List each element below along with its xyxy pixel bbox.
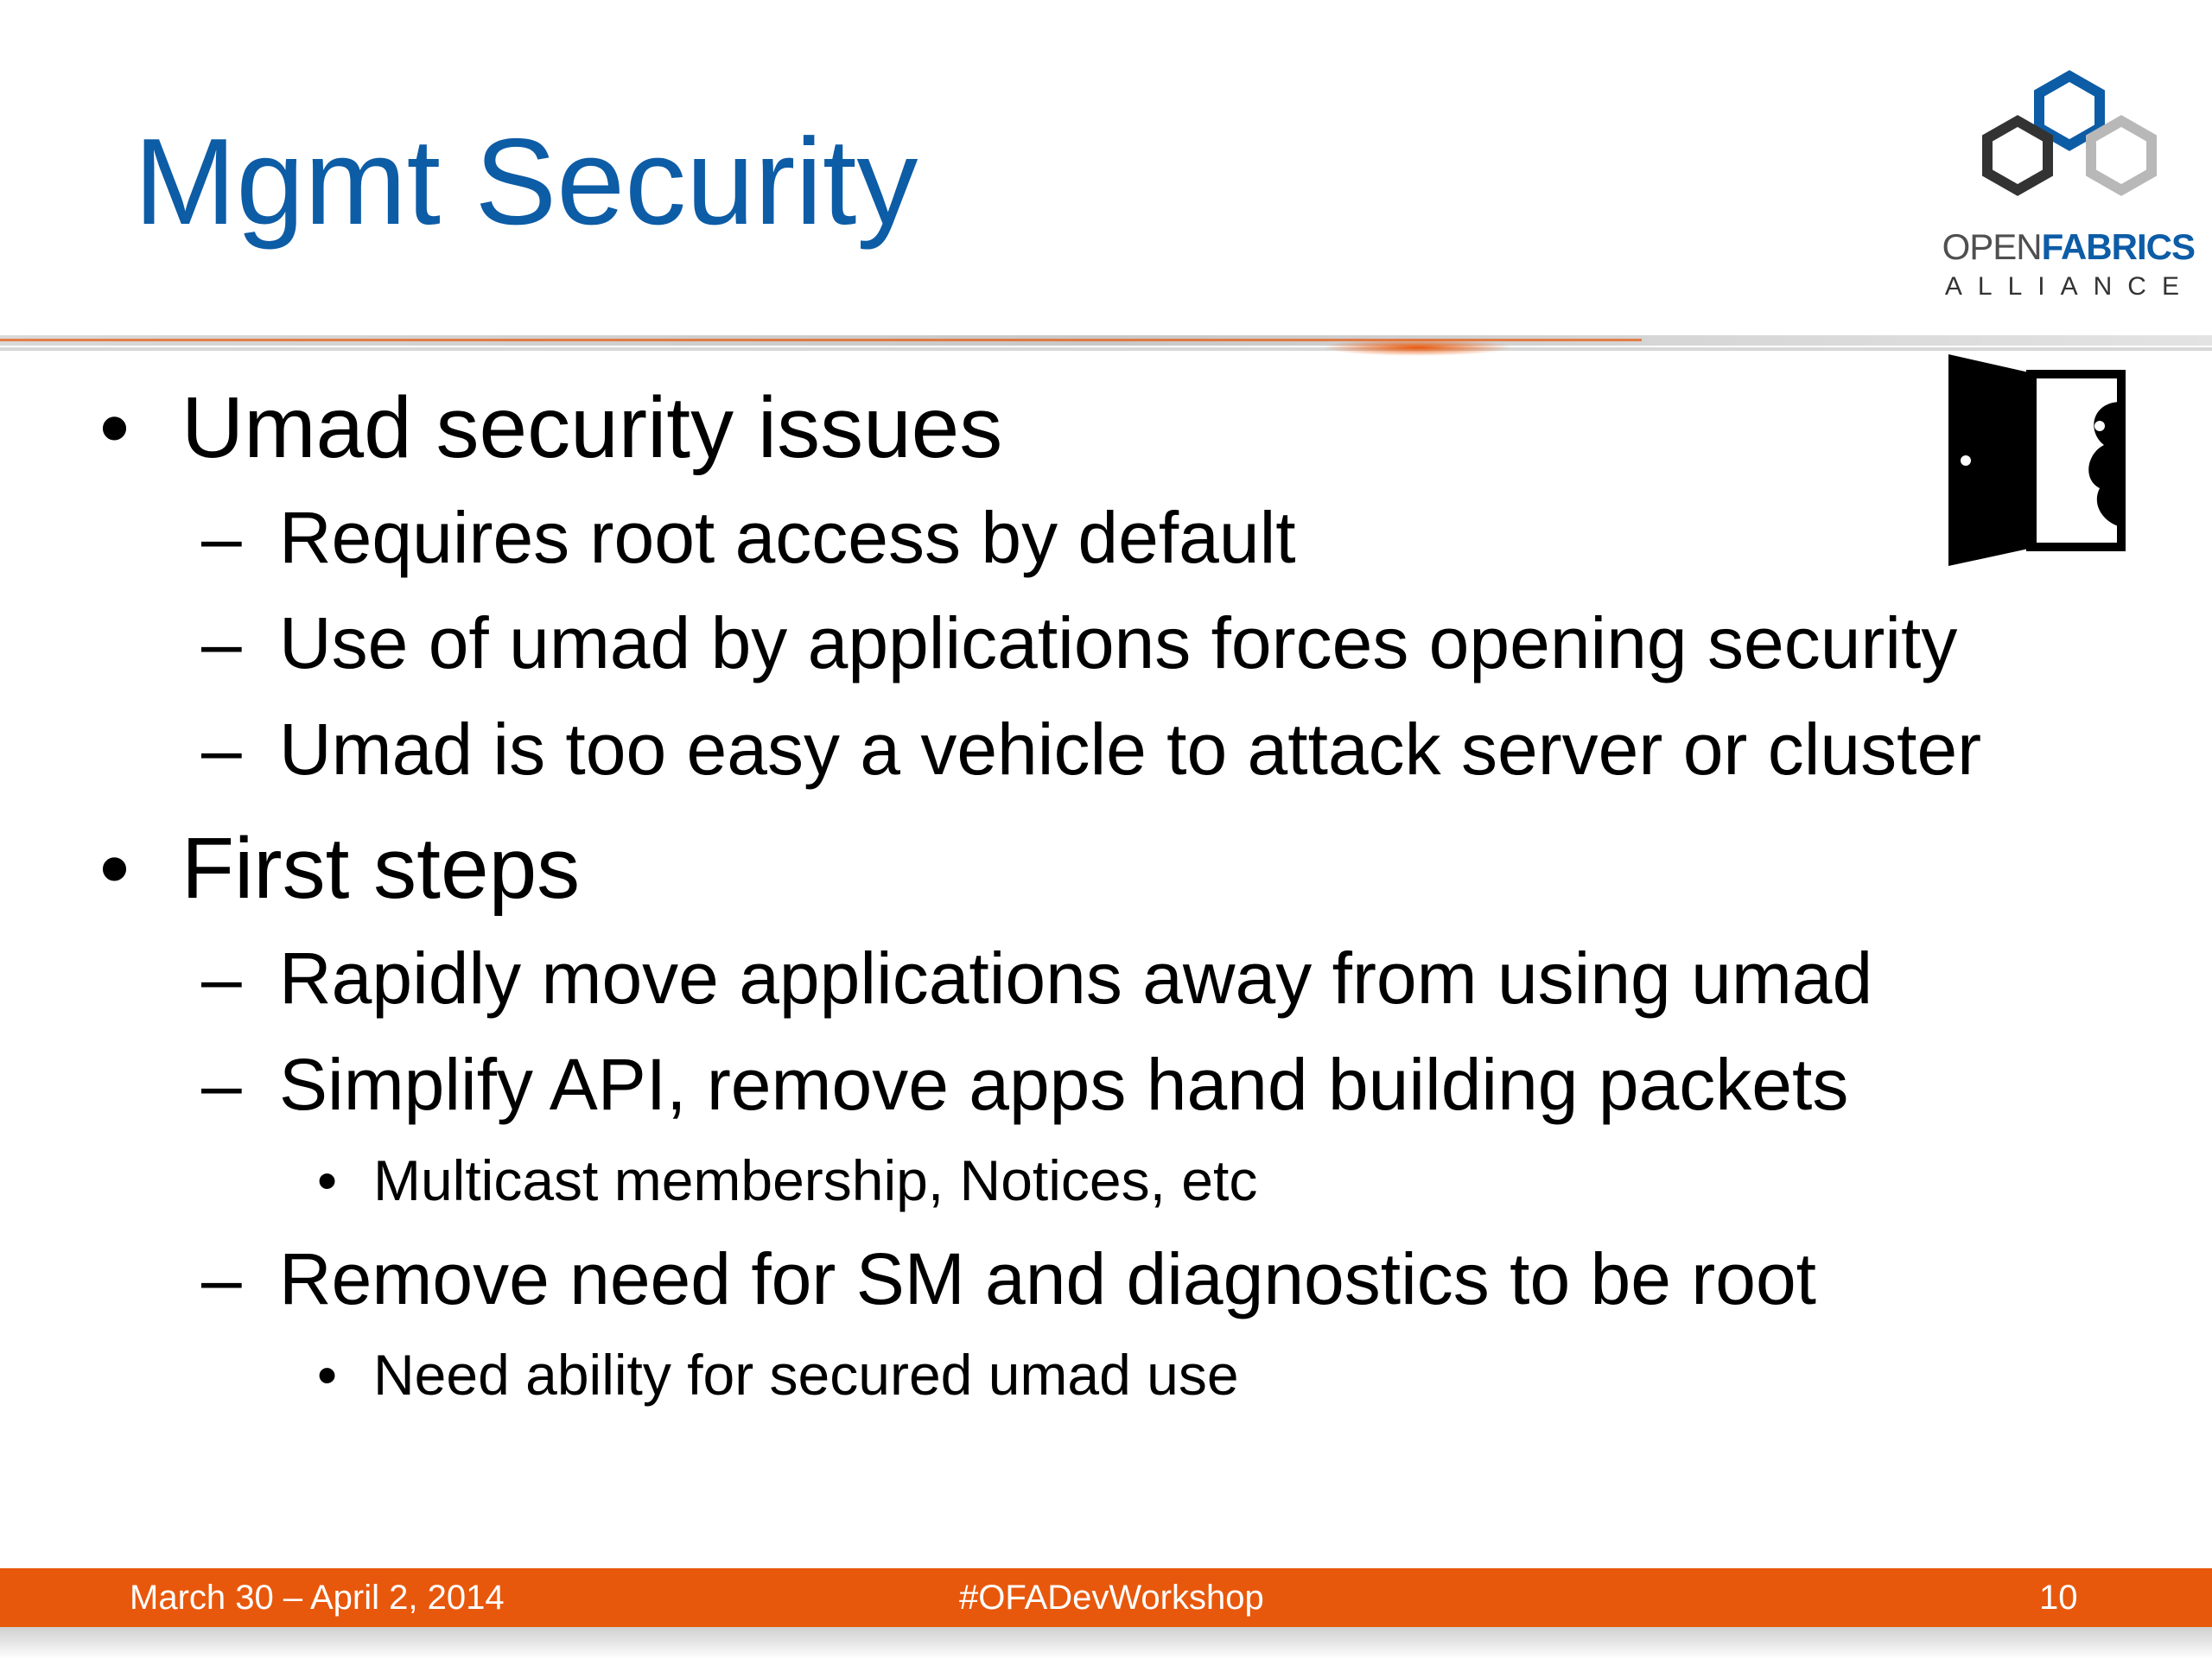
footer-bar bbox=[0, 1568, 2212, 1627]
bullet-level2 bbox=[201, 602, 1958, 683]
footer-hashtag: #OFADevWorkshop bbox=[959, 1579, 1264, 1617]
openfabrics-logo-icon bbox=[1936, 60, 2195, 225]
bullet-text: Umad is too easy a vehicle to attack server or cluster bbox=[279, 709, 1982, 790]
bullet-marker: – bbox=[201, 1238, 242, 1319]
bullet-marker: – bbox=[201, 602, 242, 683]
bullet-level2 bbox=[201, 1238, 1817, 1319]
bullet-marker: • bbox=[99, 379, 130, 476]
bullet-text: Umad security issues bbox=[181, 379, 1003, 476]
bullet-marker: • bbox=[99, 820, 130, 917]
bullet-marker: – bbox=[201, 938, 242, 1019]
bullet-text: First steps bbox=[181, 820, 581, 917]
bullet-level2 bbox=[201, 938, 1873, 1019]
bullet-marker: • bbox=[317, 1343, 338, 1407]
header-divider bbox=[0, 330, 2212, 365]
bullet-level1 bbox=[99, 379, 1003, 476]
logo-wordmark bbox=[1936, 226, 2195, 267]
bullet-text: Use of umad by applications forces opening security bbox=[279, 602, 1958, 683]
logo-text-alliance: ALLIANCE bbox=[1944, 272, 2195, 301]
bullet-level2 bbox=[201, 497, 1296, 578]
bullet-level3 bbox=[317, 1148, 1258, 1212]
bullet-level1 bbox=[99, 820, 581, 917]
logo-text-open: OPEN bbox=[1942, 226, 2042, 267]
bullet-marker: – bbox=[201, 709, 242, 790]
bullet-marker: • bbox=[317, 1148, 338, 1212]
open-door-icon bbox=[1940, 350, 2134, 570]
bullet-marker: – bbox=[201, 1044, 242, 1125]
footer-page-number: 10 bbox=[2039, 1579, 2078, 1617]
bullet-text: Rapidly move applications away from using umad bbox=[279, 938, 1873, 1019]
bullet-text: Simplify API, remove apps hand building packets bbox=[279, 1044, 1849, 1125]
bullet-text: Need ability for secured umad use bbox=[373, 1343, 1239, 1407]
logo-text-fabrics: FABRICS bbox=[2041, 226, 2195, 267]
footer-shadow bbox=[0, 1627, 2212, 1659]
bullet-text: Requires root access by default bbox=[279, 497, 1296, 578]
bullet-level2 bbox=[201, 1044, 1849, 1125]
bullet-level3 bbox=[317, 1343, 1239, 1407]
bullet-text: Multicast membership, Notices, etc bbox=[373, 1148, 1258, 1212]
footer-date: March 30 – April 2, 2014 bbox=[130, 1579, 505, 1617]
slide-title: Mgmt Security bbox=[134, 113, 918, 251]
bullet-level2 bbox=[201, 709, 1982, 790]
bullet-marker: – bbox=[201, 497, 242, 578]
bullet-text: Remove need for SM and diagnostics to be root bbox=[279, 1238, 1817, 1319]
openfabrics-logo bbox=[1936, 60, 2195, 302]
